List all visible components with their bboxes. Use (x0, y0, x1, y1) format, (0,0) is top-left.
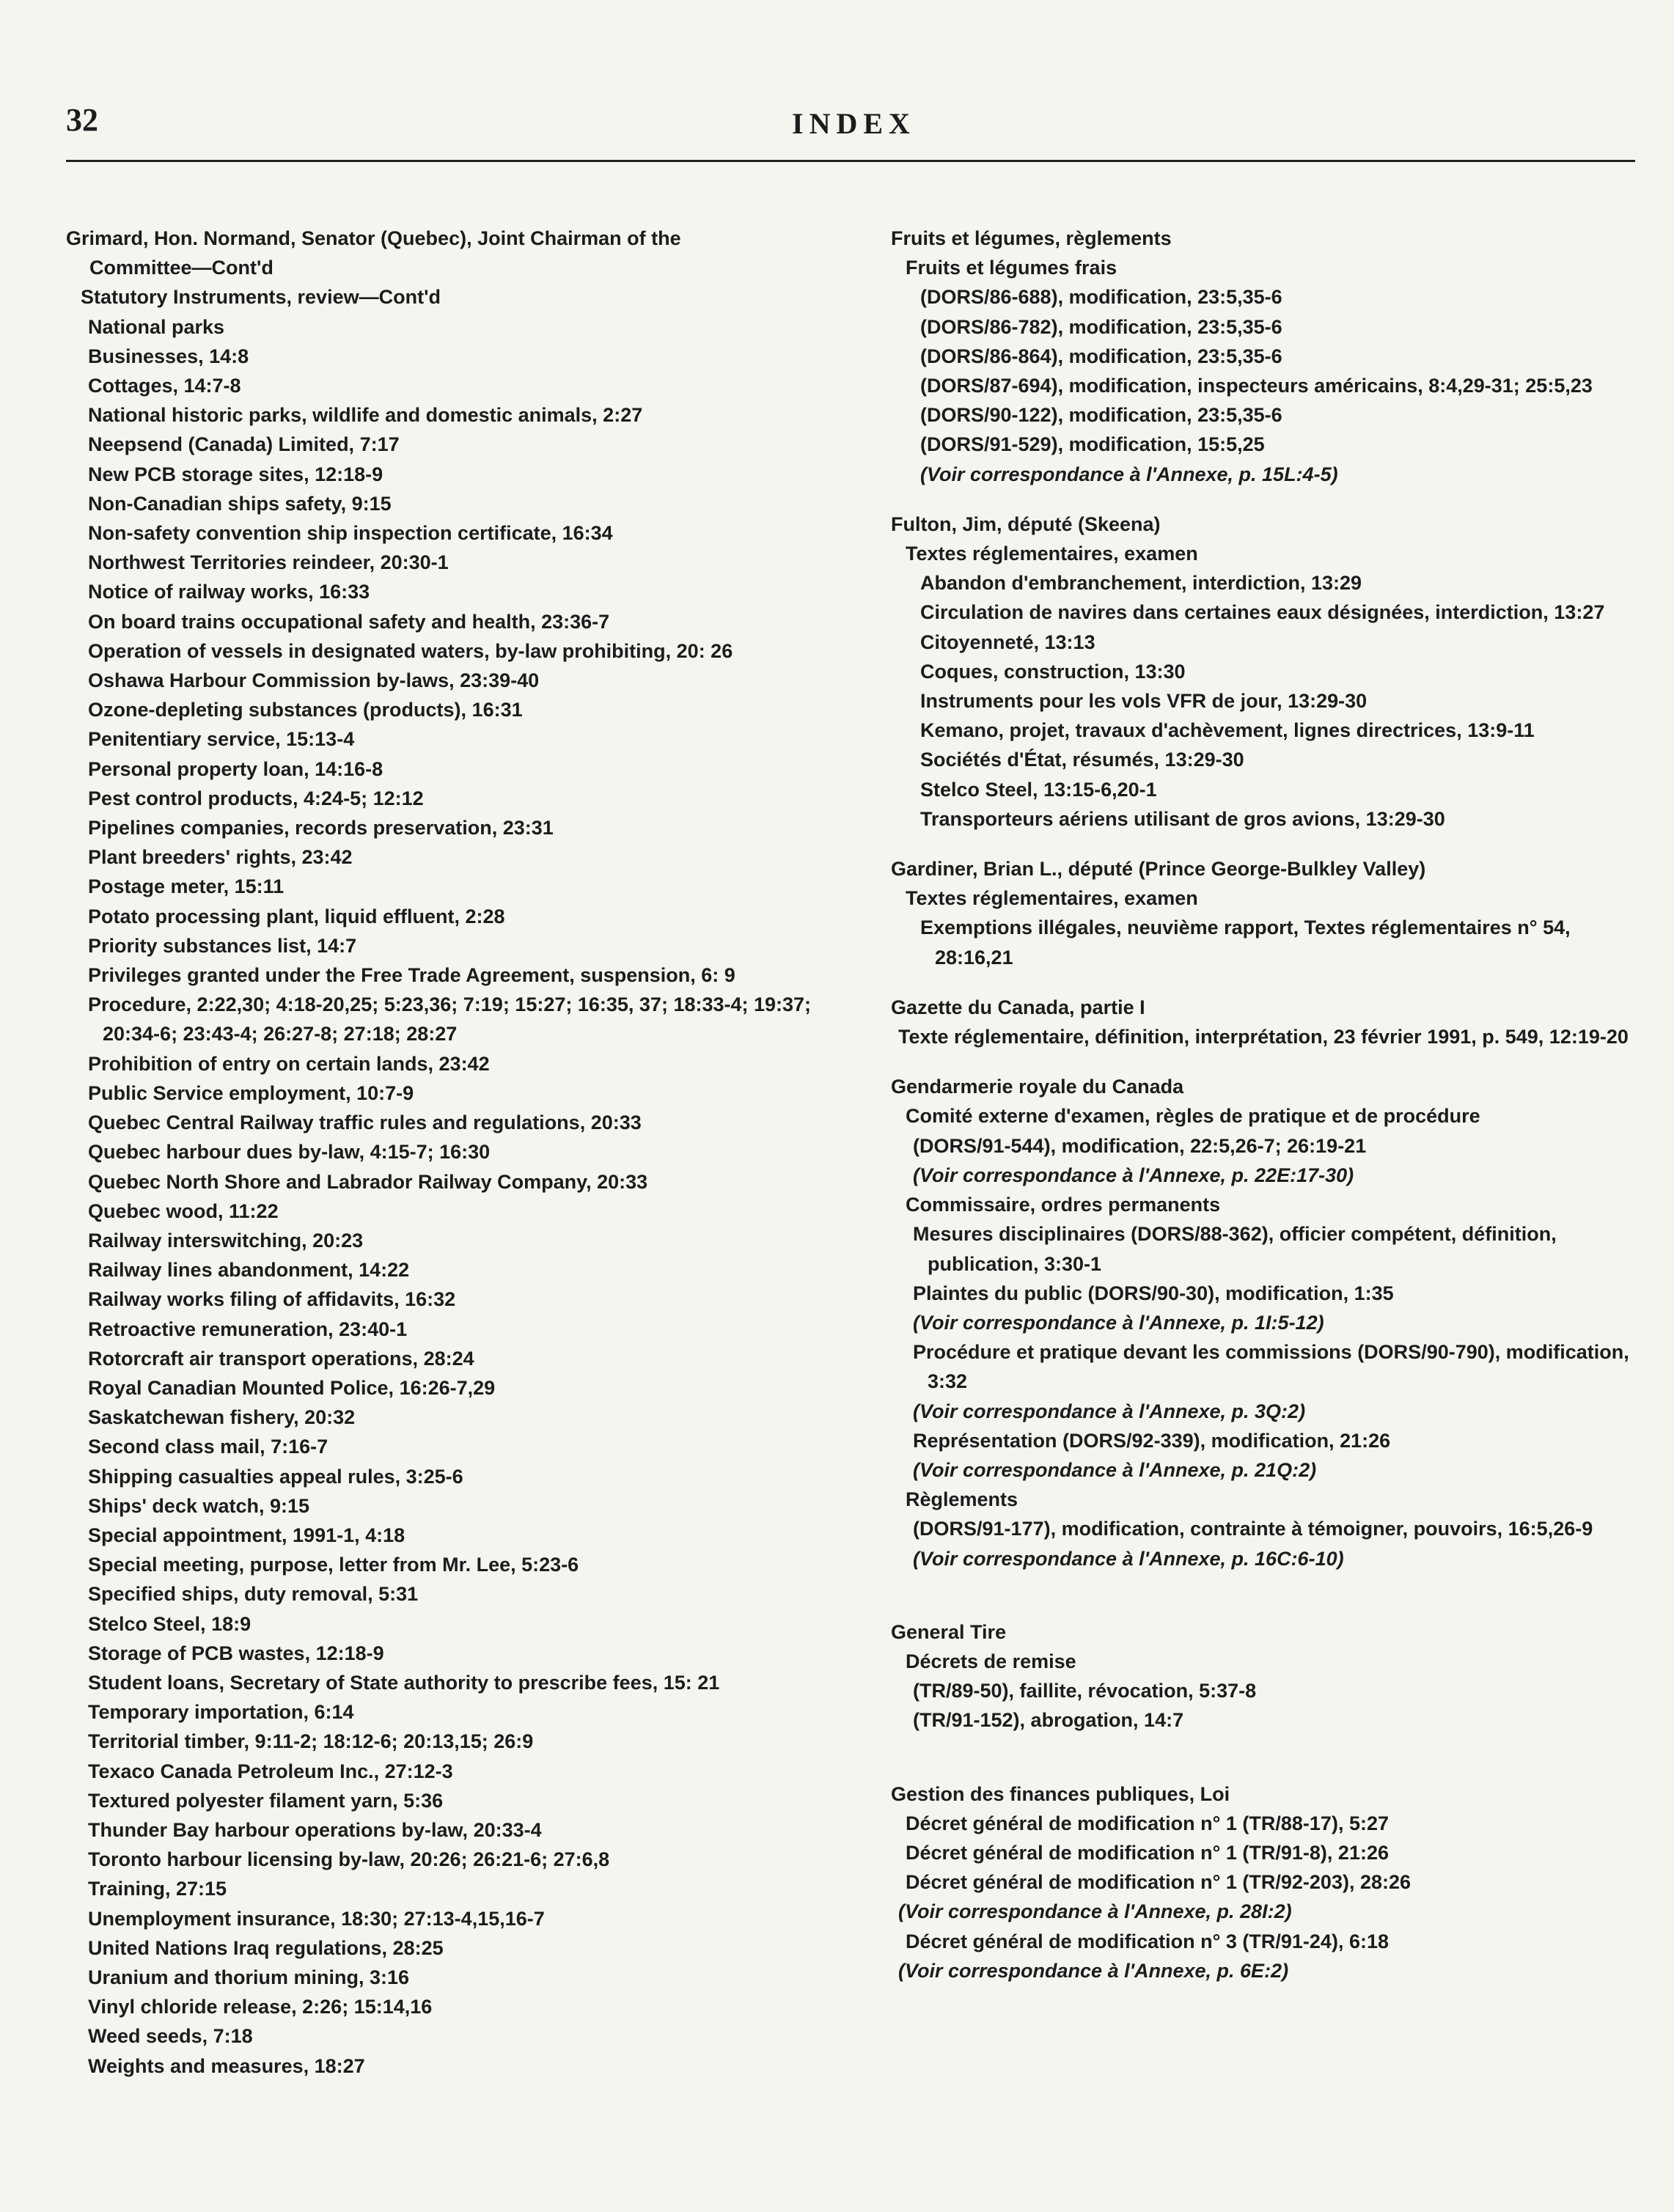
entry-heading-continued: Committee—Cont'd (89, 257, 274, 279)
subentry-item: Pest control products, 4:24-5; 12:12 (88, 787, 424, 809)
entry-grc (891, 1072, 1646, 1573)
cross-reference: (Voir correspondance à l'Annexe, p. 22E:17-30) (913, 1164, 1354, 1186)
subentry-item: Neepsend (Canada) Limited, 7:17 (88, 433, 400, 456)
entry-fruits (891, 224, 1646, 489)
subentry-item: Northwest Territories reindeer, 20:30-1 (88, 551, 449, 574)
subentry-item: (TR/91-152), abrogation, 14:7 (913, 1709, 1184, 1732)
subentry-item: On board trains occupational safety and health, 23:36-7 (88, 610, 610, 633)
subentry-item: Abandon d'embranchement, interdiction, 13:29 (920, 572, 1362, 595)
subentry-item: Non-Canadian ships safety, 9:15 (88, 492, 392, 515)
subentry: Décrets de remise (906, 1650, 1076, 1672)
subentry-item: Procédure et pratique devant les commissions (DORS/90-790), modification, 3:32 (913, 1341, 1629, 1393)
subentry-item: Décret général de modification n° 1 (TR/91-8), 21:26 (906, 1841, 1389, 1864)
subentry-item: Vinyl chloride release, 2:26; 15:14,16 (88, 1996, 433, 2018)
subentry-item: Transporteurs aériens utilisant de gros avions, 13:29-30 (920, 807, 1445, 830)
subentry-item: Quebec harbour dues by-law, 4:15-7; 16:30 (88, 1141, 491, 1164)
entry-heading: Gendarmerie royale du Canada (891, 1076, 1184, 1098)
subentry-item: Thunder Bay harbour operations by-law, 20:33-4 (88, 1818, 542, 1841)
subentry-item: Special appointment, 1991-1, 4:18 (88, 1524, 405, 1546)
cross-reference: (Voir correspondance à l'Annexe, p. 15L:4-5) (920, 463, 1338, 485)
subentry-item: Kemano, projet, travaux d'achèvement, lignes directrices, 13:9-11 (920, 719, 1535, 742)
subentry-item: Notice of railway works, 16:33 (88, 581, 370, 603)
subentry-item: Plant breeders' rights, 23:42 (88, 846, 353, 869)
subentry-item: Non-safety convention ship inspection certificate, 16:34 (88, 522, 613, 545)
entry-gazette (891, 993, 1646, 1051)
page-number: 32 (66, 102, 98, 138)
entry-gardiner (891, 854, 1646, 972)
subentry-item: Quebec North Shore and Labrador Railway Company, 20:33 (88, 1170, 648, 1193)
subentry-item: Public Service employment, 10:7-9 (88, 1081, 414, 1104)
subentry: Règlements (906, 1488, 1018, 1511)
subentry-item: Weed seeds, 7:18 (88, 2025, 253, 2048)
subentry-item: Décret général de modification n° 3 (TR/91-24), 6:18 (906, 1930, 1389, 1952)
subentry-item: Penitentiary service, 15:13-4 (88, 728, 355, 751)
subentry-item: Quebec Central Railway traffic rules and regulations, 20:33 (88, 1111, 642, 1134)
subentry-item: Texte réglementaire, définition, interprétation, 23 février 1991, p. 549, 12:19-20 (898, 1026, 1629, 1048)
subentry-item: Railway lines abandonment, 14:22 (88, 1259, 410, 1282)
entry-heading: Gazette du Canada, partie I (891, 996, 1145, 1018)
subentry-item: Second class mail, 7:16-7 (88, 1436, 328, 1458)
subentry-item: New PCB storage sites, 12:18-9 (88, 463, 383, 485)
subentry-item: Ozone-depleting substances (products), 16:31 (88, 699, 523, 721)
subentry-item: Priority substances list, 14:7 (88, 934, 357, 957)
entry-heading: General Tire (891, 1620, 1007, 1643)
subentry-list (891, 1809, 1646, 1897)
subentry-item: Student loans, Secretary of State authority to prescribe fees, 15: 21 (88, 1671, 720, 1694)
subentry-item: (DORS/90-122), modification, 23:5,35-6 (920, 404, 1282, 427)
subentry-item: Personal property loan, 14:16-8 (88, 757, 383, 780)
subentry-item: Saskatchewan fishery, 20:32 (88, 1406, 356, 1429)
subentry-item: Training, 27:15 (88, 1878, 227, 1900)
subentry-item: (TR/89-50), faillite, révocation, 5:37-8 (913, 1680, 1257, 1702)
subentry-item: Unemployment insurance, 18:30; 27:13-4,15,16-7 (88, 1907, 545, 1930)
subentry-list (891, 568, 1646, 834)
entry-gestion (891, 1779, 1646, 1985)
entry-heading: Fulton, Jim, député (Skeena) (891, 512, 1161, 535)
subentry-item: Exemptions illégales, neuvième rapport, Textes réglementaires n° 54, 28:16,21 (920, 916, 1571, 969)
subentry-item: Citoyenneté, 13:13 (920, 631, 1095, 653)
subentry-item: (DORS/86-782), modification, 23:5,35-6 (920, 315, 1282, 338)
subentry-item: Représentation (DORS/92-339), modification, 21:26 (913, 1429, 1391, 1452)
subentry-item: Postage meter, 15:11 (88, 875, 284, 898)
index-column-right (891, 224, 1646, 1985)
entry-heading: Fruits et légumes, règlements (891, 227, 1172, 249)
subentry-item: Potato processing plant, liquid effluent, 2:28 (88, 905, 505, 927)
subentry: Comité externe d'examen, règles de pratique et de procédure (906, 1105, 1480, 1128)
subentry-item: Uranium and thorium mining, 3:16 (88, 1966, 410, 1988)
subentry-item: Shipping casualties appeal rules, 3:25-6 (88, 1465, 463, 1488)
subentry-item: (DORS/91-544), modification, 22:5,26-7; 26:19-21 (913, 1134, 1367, 1157)
subentry-item: Railway works filing of affidavits, 16:32 (88, 1288, 456, 1311)
subentry-list (66, 312, 843, 2081)
subentry: Fruits et légumes frais (906, 257, 1117, 279)
page-title: INDEX (792, 107, 916, 140)
subentry-item: Weights and measures, 18:27 (88, 2054, 365, 2077)
subentry-item: Stelco Steel, 18:9 (88, 1612, 252, 1635)
entry-fulton (891, 510, 1646, 834)
subentry-item: Railway interswitching, 20:23 (88, 1229, 364, 1252)
subentry-item: Prohibition of entry on certain lands, 23:42 (88, 1052, 490, 1075)
subentry-item: Coques, construction, 13:30 (920, 660, 1186, 683)
subentry-item: Privileges granted under the Free Trade Agreement, suspension, 6: 9 (88, 964, 735, 987)
subentry-item: (DORS/86-688), modification, 23:5,35-6 (920, 286, 1282, 309)
subentry-item: Territorial timber, 9:11-2; 18:12-6; 20:13,15; 26:9 (88, 1730, 534, 1753)
subentry-item: Storage of PCB wastes, 12:18-9 (88, 1642, 384, 1664)
cross-reference: (Voir correspondance à l'Annexe, p. 3Q:2) (913, 1400, 1306, 1422)
subentry-item: National historic parks, wildlife and domestic animals, 2:27 (88, 404, 643, 427)
cross-reference: (Voir correspondance à l'Annexe, p. 1I:5-12) (913, 1311, 1324, 1334)
subentry-item: (DORS/91-177), modification, contrainte à témoigner, pouvoirs, 16:5,26-9 (913, 1518, 1593, 1540)
entry-heading: Gardiner, Brian L., député (Prince George-Bulkley Valley) (891, 858, 1426, 881)
subentry-item: United Nations Iraq regulations, 28:25 (88, 1936, 444, 1959)
subentry: Textes réglementaires, examen (906, 887, 1198, 910)
entry-general-tire (891, 1617, 1646, 1735)
subentry-item: Plaintes du public (DORS/90-30), modification, 1:35 (913, 1282, 1394, 1304)
subentry-item: Circulation de navires dans certaines eaux désignées, interdiction, 13:27 (920, 601, 1605, 624)
subentry-item: Specified ships, duty removal, 5:31 (88, 1583, 419, 1606)
subentry-list (891, 282, 1646, 459)
subentry-item: Décret général de modification n° 1 (TR/92-203), 28:26 (906, 1871, 1411, 1894)
subentry-item: Royal Canadian Mounted Police, 16:26-7,29 (88, 1376, 496, 1399)
subentry-item: Temporary importation, 6:14 (88, 1701, 354, 1724)
subentry-item: Operation of vessels in designated waters, by-law prohibiting, 20: 26 (88, 639, 733, 662)
subentry-item: National parks (88, 315, 225, 338)
subentry-item: Businesses, 14:8 (88, 345, 249, 367)
subentry-item: Textured polyester filament yarn, 5:36 (88, 1789, 444, 1812)
subentry-item: (DORS/87-694), modification, inspecteurs américains, 8:4,29-31; 25:5,23 (920, 375, 1593, 397)
subentry-item: Retroactive remuneration, 23:40-1 (88, 1318, 408, 1340)
cross-reference: (Voir correspondance à l'Annexe, p. 21Q:2) (913, 1458, 1317, 1481)
header-rule (66, 160, 1635, 162)
subentry-item: Ships' deck watch, 9:15 (88, 1494, 310, 1517)
subentry-item: (DORS/91-529), modification, 15:5,25 (920, 433, 1265, 456)
subentry-item: Sociétés d'État, résumés, 13:29-30 (920, 749, 1244, 771)
subentry-item: Special meeting, purpose, letter from Mr. Lee, 5:23-6 (88, 1554, 579, 1576)
subentry-item: Quebec wood, 11:22 (88, 1199, 279, 1222)
subentry-item: Pipelines companies, records preservation, 23:31 (88, 817, 554, 839)
subentry-item: Instruments pour les vols VFR de jour, 13:29-30 (920, 690, 1368, 713)
entry-heading: Gestion des finances publiques, Loi (891, 1782, 1230, 1805)
subentry-item: Décret général de modification n° 1 (TR/88-17), 5:27 (906, 1812, 1389, 1834)
subentry-item: Stelco Steel, 13:15-6,20-1 (920, 778, 1157, 801)
subentry-list (891, 1676, 1646, 1735)
subentry: Textes réglementaires, examen (906, 543, 1198, 565)
cross-reference: (Voir correspondance à l'Annexe, p. 6E:2) (898, 1959, 1289, 1982)
subentry-item: (DORS/86-864), modification, 23:5,35-6 (920, 345, 1282, 367)
subentry-item: Toronto harbour licensing by-law, 20:26; 26:21-6; 27:6,8 (88, 1848, 610, 1871)
cross-reference: (Voir correspondance à l'Annexe, p. 28I:2) (898, 1900, 1292, 1923)
entry-heading: Grimard, Hon. Normand, Senator (Quebec), Joint Chairman of the (66, 227, 681, 249)
index-column-left (66, 224, 843, 2081)
subentry-item: Rotorcraft air transport operations, 28:24 (88, 1347, 474, 1370)
subentry: Commissaire, ordres permanents (906, 1194, 1221, 1216)
cross-reference: (Voir correspondance à l'Annexe, p. 16C:6-10) (913, 1547, 1344, 1570)
subentry-item: Mesures disciplinaires (DORS/88-362), officier compétent, définition, publication, 3:30-1 (913, 1223, 1557, 1275)
subentry-item: Procedure, 2:22,30; 4:18-20,25; 5:23,36; 7:19; 15:27; 16:35, 37; 18:33-4; 19:37; 20:34-6; 23:43-4; 26:27-8; 27:18; 28:27 (88, 993, 812, 1046)
subentry: Statutory Instruments, review—Cont'd (81, 286, 441, 309)
subentry-item: Oshawa Harbour Commission by-laws, 23:39-40 (88, 669, 540, 692)
subentry-item: Texaco Canada Petroleum Inc., 27:12-3 (88, 1760, 453, 1782)
subentry-item: Cottages, 14:7-8 (88, 375, 241, 397)
